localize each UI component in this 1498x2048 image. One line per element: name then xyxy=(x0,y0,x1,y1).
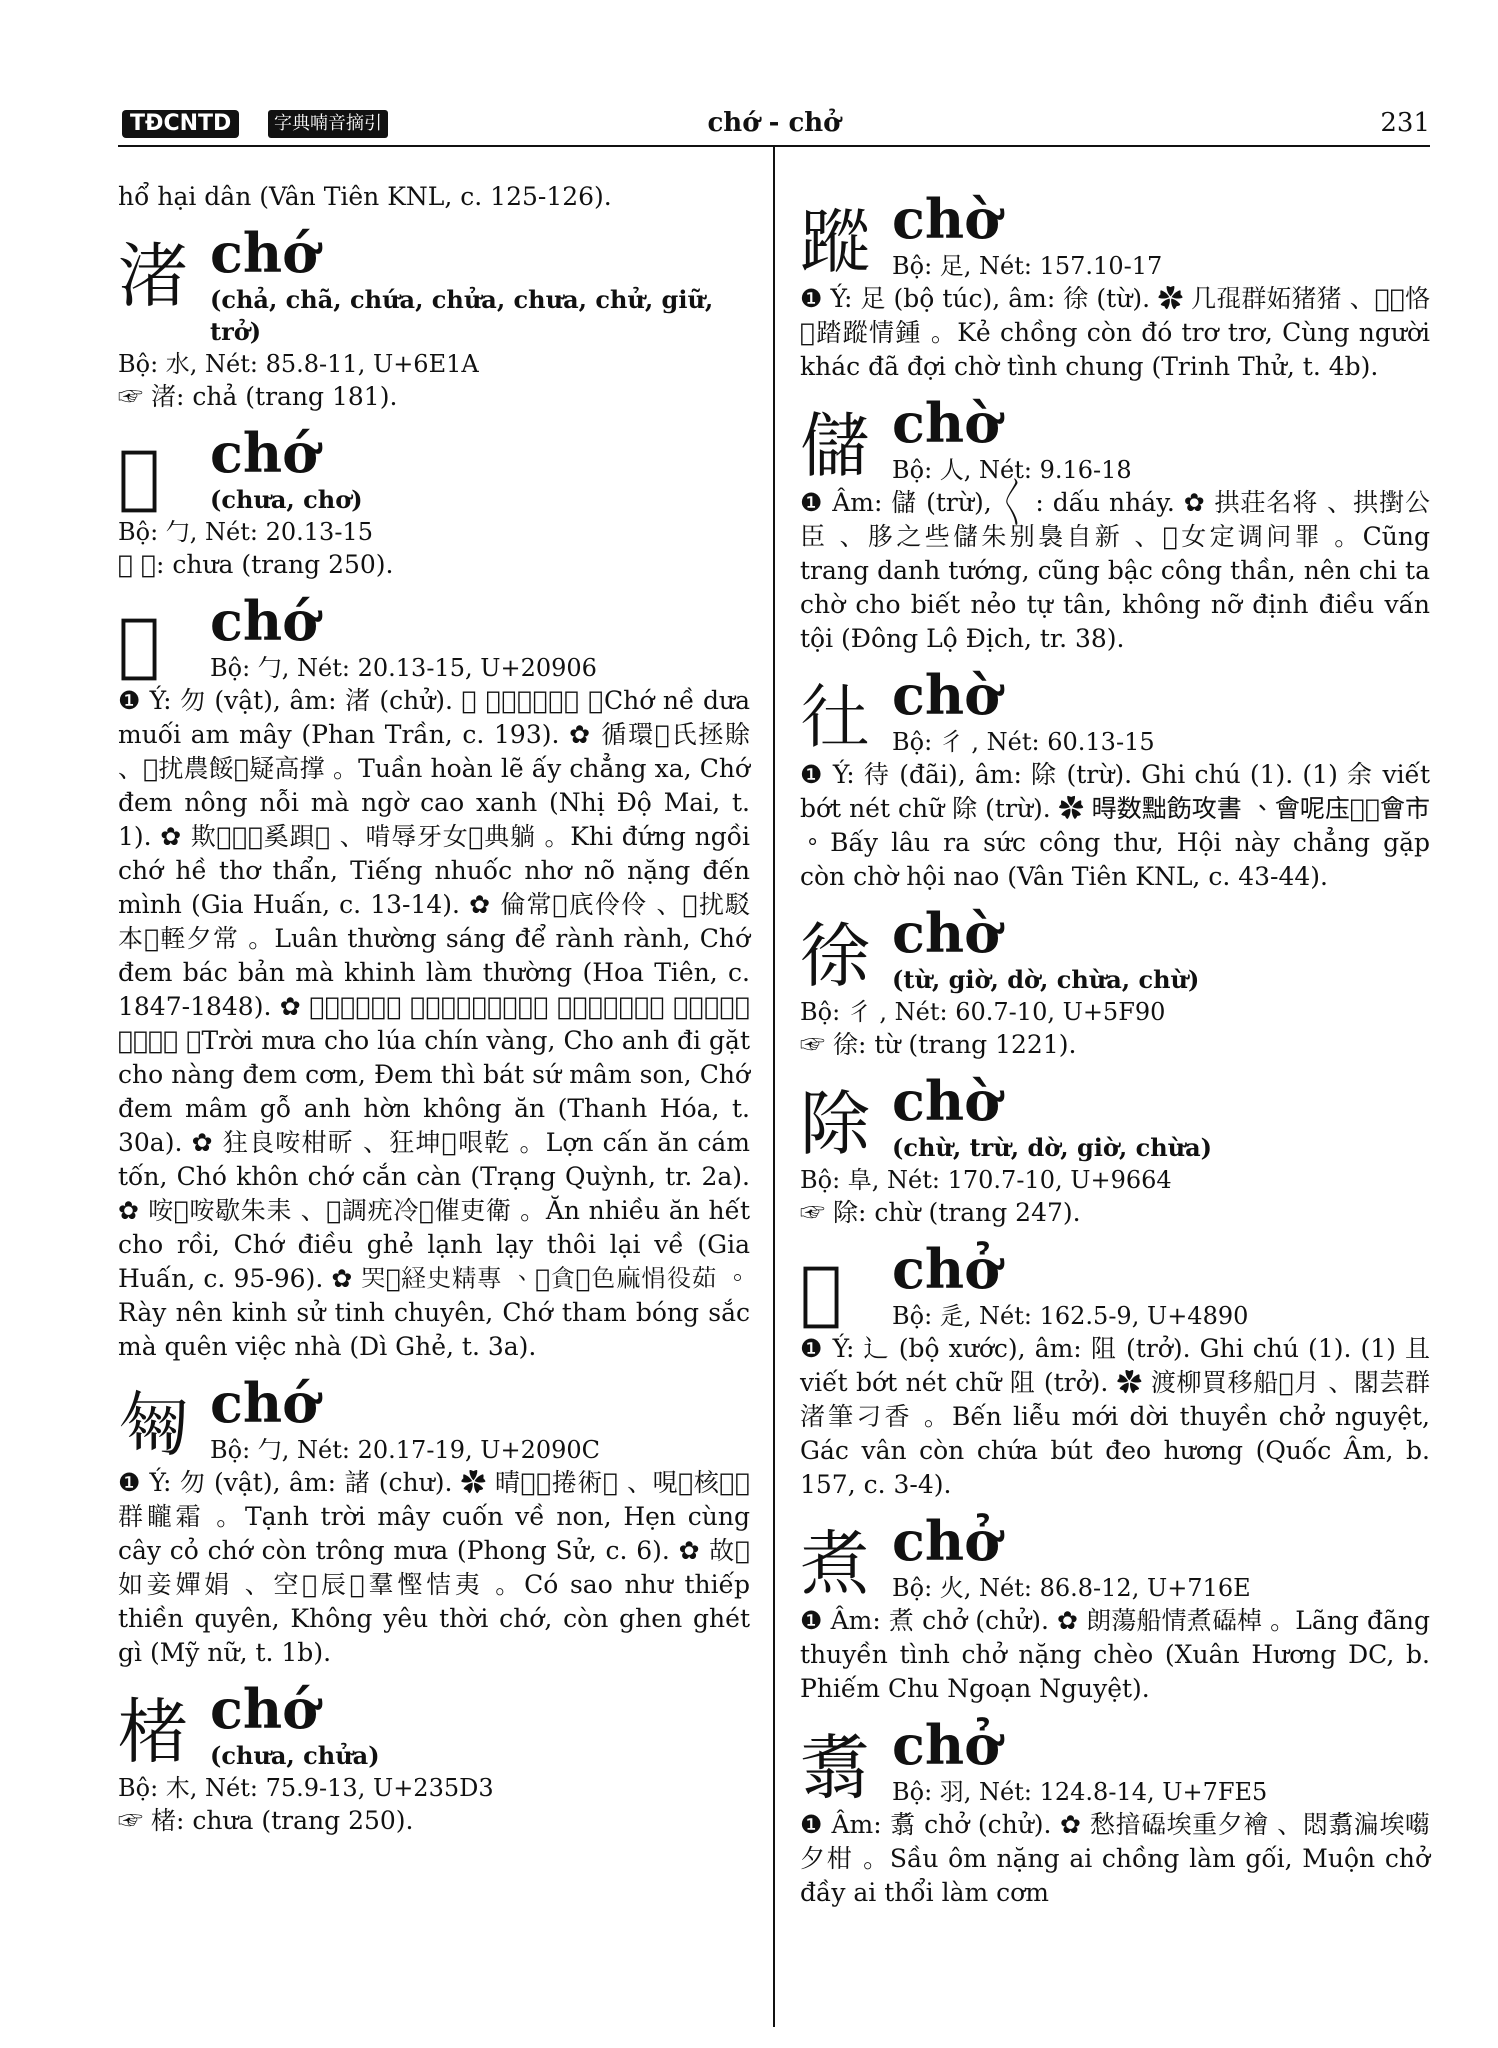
entry-radical-info: Bộ: 足, Nét: 157.10-17 xyxy=(892,252,1163,280)
entry-body: ❶ Ý: ⻌ (bộ xước), âm: 阻 (trở). Ghi chú (1). (1) 且 viết bớt nét chữ 阻 (trở). ✿ 渡柳買移船𨒐月 、閣芸群渚筆刁香 。Bến liễu mới dời thuyền chở nguyệt, Gác vân còn chứa bút đeo hương (Quốc Âm, b. 157, c. 3-4). xyxy=(800,1334,1430,1499)
dictionary-entry xyxy=(800,1238,1430,1502)
page-header xyxy=(118,100,1430,144)
entry-body: ❶ Ý: 勿 (vật), âm: 渚 (chử). ✿ 𠤆泥茶坶葦霪 。Chớ nề dưa muối am mây (Phan Trần, c. 193). ✿ 循環𢧚氏拯賖 、𠤆扰農餒𢣂疑高撑 。Tuần hoàn lẽ ấy chẳng xa, Chớ đem nông nỗi mà ngờ cao xanh (Nhị Độ Mai, t. 1). ✿ 欺𨁪𠰉𠤆奚䟺𢬣 、啃辱牙女𥗐典躺 。Khi đứng ngồi chớ hề thơ thẩn, Tiếng nhuốc nhơ nõ nặng đến mình (Gia Huấn, c. 13-14). ✿ 倫常𤈜㡳伶伶 、𠤆扰駁本𢣂輊夕常 。Luân thường sáng để rành rành, Chớ đem bác bản mà khinh làm thường (Hoa Tiên, c. 1847-1848). ✿ 𡗶湄朱𥞇𥹚鐄 、朱英𢽼拮朱娘扰柑 、扰𡶀鉢使鍐輪 、𠤆扰鍐楛英𢢯空咹 。Trời mưa cho lúa chín vàng, Cho anh đi gặt cho nàng đem cơm, Đem thì bát sứ mâm son, Chớ đem mâm gỗ anh hờn không ăn (Thanh Hóa, t. 30a). ✿ 㹥良咹柑㪽 、狂坤𠤆哏乾 。Lợn cấn ăn cám tốn, Chó khôn chớ cắn càn (Trạng Quỳnh, tr. 2a). ✿ 咹𢀭咹歇朱耒 、𠤆調疣冷𩆐催吏衛 。Ăn nhiều ăn hết cho rồi, Chớ điều ghẻ lạnh lạy thôi lại về (Gia Huấn, c. 95-96). ✿ 𦉼𢀨経史精專 、𠤆貪𩄲色麻悁役茹 。Rày nên kinh sử tinh chuyên, Chớ tham bóng sắc mà quên việc nhà (Dì Ghẻ, t. 3a). xyxy=(118,686,750,1361)
entry-radical-info: Bộ: 勹, Nét: 20.17-19, U+2090C xyxy=(210,1436,601,1464)
entry-headword: chở xyxy=(892,1713,1001,1777)
entry-radical-info: Bộ: 人, Nét: 9.16-18 xyxy=(892,456,1132,484)
column-divider xyxy=(773,147,775,2027)
entry-headword: chở xyxy=(892,1237,1001,1301)
entry-radical-info: Bộ: 勹, Nét: 20.13-15, U+20906 xyxy=(210,654,597,682)
dictionary-entry xyxy=(118,1372,750,1670)
entry-hanzi: 翥 xyxy=(800,1727,870,1809)
entry-headword: chờ xyxy=(892,663,1001,727)
entry-variants: (chưa, chửa) xyxy=(210,1741,380,1770)
entry-body: ❶ Âm: 翥 chở (chử). ✿ 愁揞𥗐埃重夕襘 、悶翥㴜埃𡁿夕柑 。Sầu ôm nặng ai chồng làm gối, Muộn chở đầy ai thổi làm cơm xyxy=(800,1810,1430,1907)
dictionary-entry xyxy=(118,590,750,1364)
entry-hanzi: 楮 xyxy=(118,1691,188,1773)
dictionary-entry xyxy=(800,902,1430,1062)
entry-hanzi: 𫩂 xyxy=(118,435,161,517)
publisher-logo: TĐCNTD xyxy=(122,110,239,138)
entry-variants: (chưa, chơ) xyxy=(210,485,363,514)
entry-headword: chớ xyxy=(210,1371,319,1435)
entry-radical-info: Bộ: 羽, Nét: 124.8-14, U+7FE5 xyxy=(892,1778,1268,1806)
entry-body: ❶ Ý: 勿 (vật), âm: 諸 (chư). ✿ 晴𡗶𨗜捲術𡽫 、哯𢮿核𡏧𠤈群矓霜 。Tạnh trời mây cuốn về non, Hẹn cùng cây cỏ chớ còn trông mưa (Phong Sử, c. 6). ✿ 故𡲫如妾嬋娟 、空𢞅辰𠤈羣慳恄夷 。Có sao như thiếp thiền quyên, Không yêu thời chớ, còn ghen ghét gì (Mỹ nữ, t. 1b). xyxy=(118,1468,750,1667)
entry-body: ❶ Ý: 待 (đãi), âm: 除 (trừ). Ghi chú (1). (1) 余 viết bớt nét chữ 除 (trừ). ✿ 𣈜数黜飭攻書 、會呢庒𧵆𢓂會市 。Bấy lâu ra sức công thư, Hội này chẳng gặp còn chờ hội nao (Vân Tiên KNL, c. 43-44). xyxy=(800,760,1430,891)
entry-headword: chờ xyxy=(892,187,1001,251)
entry-body: ☞ 徐: từ (trang 1221). xyxy=(800,1030,1077,1059)
entry-headword: chớ xyxy=(210,421,319,485)
entry-headword: chờ xyxy=(892,1069,1001,1133)
entry-body: ☞ 除: chừ (trang 247). xyxy=(800,1198,1081,1227)
entry-headword: chớ xyxy=(210,221,319,285)
entry-body: ❶ Âm: 煮 chở (chử). ✿ 朗蕩船情煮𥗐棹 。Lãng đãng thuyền tình chở nặng chèo (Xuân Hương DC, b. Phiếm Chu Ngoạn Nguyệt). xyxy=(800,1606,1430,1703)
right-column xyxy=(800,180,1430,1910)
entry-headword: chờ xyxy=(892,391,1001,455)
entry-hanzi: 渚 xyxy=(118,235,188,317)
entry-hanzi: 蹤 xyxy=(800,201,870,283)
dictionary-entry xyxy=(800,664,1430,894)
entry-hanzi: 𨒐 xyxy=(800,1251,843,1333)
entry-hanzi: 煮 xyxy=(800,1523,870,1605)
entry-hanzi: 儲 xyxy=(800,405,870,487)
entry-hanzi: 𠤆 xyxy=(118,603,161,685)
entry-radical-info: Bộ: 勹, Nét: 20.13-15 xyxy=(118,518,373,546)
entry-radical-info: Bộ: 水, Nét: 85.8-11, U+6E1A xyxy=(118,350,479,378)
continuation-text: hổ hại dân (Vân Tiên KNL, c. 125-126). xyxy=(118,182,612,211)
entry-radical-info: Bộ: 彳 , Nét: 60.7-10, U+5F90 xyxy=(800,998,1166,1026)
left-column xyxy=(118,180,750,1838)
entry-headword: chờ xyxy=(892,901,1001,965)
page-running-title: chớ - chở xyxy=(707,108,841,138)
entry-hanzi: 𢓂 xyxy=(800,677,870,759)
entry-body: ☞ 渚: chả (trang 181). xyxy=(118,382,398,411)
entry-body: ☞ 𫩂: chưa (trang 250). xyxy=(118,550,394,579)
entry-variants: (chả, chã, chứa, chửa, chưa, chử, giữ, trở) xyxy=(210,285,714,346)
dictionary-entry xyxy=(800,392,1430,656)
dictionary-entry xyxy=(800,1070,1430,1230)
entry-headword: chớ xyxy=(210,1677,319,1741)
dictionary-entry xyxy=(800,188,1430,384)
entry-headword: chớ xyxy=(210,589,319,653)
entry-body: ❶ Ý: 足 (bộ túc), âm: 徐 (từ). ✿ 几𡥵群妬猪猪 、𡗂𣦍恪𠀧踏蹤情鍾 。Kẻ chồng còn đó trơ trơ, Cùng người khác đã đợi chờ tình chung (Trinh Thử, t. 4b). xyxy=(800,284,1430,381)
publisher-hanzi-logo: 字典喃音摘引 xyxy=(268,110,388,138)
entry-hanzi: 徐 xyxy=(800,915,870,997)
entry-hanzi: 除 xyxy=(800,1083,870,1165)
entry-radical-info: Bộ: 木, Nét: 75.9-13, U+235D3 xyxy=(118,1774,494,1802)
entry-variants: (từ, giờ, dờ, chừa, chừ) xyxy=(892,965,1200,994)
dictionary-entry xyxy=(800,1510,1430,1706)
entry-variants: (chừ, trừ, dờ, giờ, chừa) xyxy=(892,1133,1213,1162)
entry-radical-info: Bộ: 火, Nét: 86.8-12, U+716E xyxy=(892,1574,1251,1602)
entry-radical-info: Bộ: 辵, Nét: 162.5-9, U+4890 xyxy=(892,1302,1249,1330)
dictionary-entry xyxy=(800,1714,1430,1910)
entry-body: ❶ Âm: 儲 (trừ), 〱 : dấu nháy. ✿ 拱荘名将 、拱𢷮公臣 、䏧之些儲朱别裊自新 、𡧲女定调问罪 。Cũng trang danh tướng, cũng bậc công thần, nên chi ta chờ cho biết nẻo tự tân, không nỡ định điều vấn tội (Đông Lộ Địch, tr. 38). xyxy=(800,488,1430,653)
page-number: 231 xyxy=(1380,108,1430,138)
entry-hanzi: 𠤈 xyxy=(118,1385,188,1467)
entry-radical-info: Bộ: 彳 , Nét: 60.13-15 xyxy=(892,728,1155,756)
dictionary-entry xyxy=(118,1678,750,1838)
entry-body: ☞ 楮: chưa (trang 250). xyxy=(118,1806,414,1835)
entry-headword: chở xyxy=(892,1509,1001,1573)
dictionary-entry xyxy=(118,422,750,582)
entry-radical-info: Bộ: 阜, Nét: 170.7-10, U+9664 xyxy=(800,1166,1172,1194)
dictionary-entry xyxy=(118,222,750,414)
